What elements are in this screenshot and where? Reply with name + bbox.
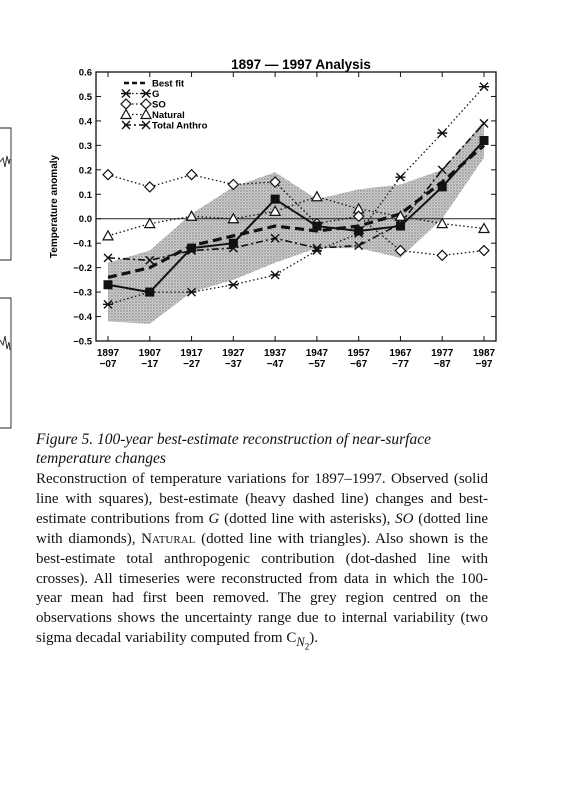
point-observed	[271, 195, 279, 203]
caption-text: Reconstruction of temperature variations for 1897–1997. Observed (solid line with squares), best-estimate (heavy dashed line) changes and best-estimate contributions from	[36, 471, 488, 527]
caption-g: G	[208, 510, 220, 527]
point-observed	[355, 227, 363, 235]
caption-text: (dotted line with triangles). Also shown is the best-estimate total anthropogenic contribution (dot-dashed line with crosses). All timeseries were reconstructed from data in which the 100-year mean had first been removed. The grey region centred on the observations shows the uncertainty range due to internal variability (two sigma decadal variability computed from	[36, 530, 488, 647]
point-g	[228, 281, 238, 289]
x-tick-label: −97	[475, 359, 493, 370]
y-tick-label: 0.2	[78, 165, 92, 177]
x-tick-label: −77	[391, 359, 409, 370]
point-observed	[396, 222, 404, 230]
legend-marker-g	[141, 90, 151, 98]
legend-label-so: SO	[152, 99, 166, 111]
caption-text: ).	[309, 630, 318, 647]
x-tick-label: 1967	[389, 348, 412, 359]
y-tick-label: −0.5	[73, 336, 92, 348]
caption-subsub: 2	[304, 641, 310, 652]
point-g	[270, 271, 280, 279]
x-tick-label: 1957	[347, 348, 370, 359]
y-tick-label: −0.1	[73, 238, 92, 250]
point-observed	[313, 222, 321, 230]
point-so	[437, 250, 447, 260]
caption-title: Figure 5. 100-year best-estimate reconstruction of near-surface temperature changes	[36, 431, 432, 467]
point-natural	[145, 219, 155, 228]
caption-body	[36, 470, 488, 658]
legend-label-g: G	[152, 89, 160, 100]
point-g	[395, 173, 405, 181]
x-tick-label: 1987	[472, 348, 496, 359]
y-axis-label: Temperature anomaly	[49, 154, 60, 259]
x-tick-label: 1907	[138, 348, 161, 359]
x-tick-label: −67	[350, 359, 368, 370]
point-observed	[146, 288, 154, 296]
point-observed	[188, 244, 196, 252]
point-observed	[480, 136, 488, 144]
point-so	[479, 246, 489, 256]
x-tick-label: −07	[99, 359, 117, 370]
point-g	[437, 129, 447, 137]
caption-so: SO	[395, 510, 414, 527]
x-tick-label: −37	[224, 359, 242, 370]
legend-label-best-fit: Best fit	[152, 78, 185, 90]
caption-sub: N	[296, 635, 305, 650]
y-tick-label: 0.0	[78, 214, 92, 226]
chart-title: 1897 — 1997 Analysis	[231, 57, 371, 72]
point-so	[145, 182, 155, 192]
y-tick-label: 0.4	[78, 116, 92, 128]
x-tick-label: 1927	[222, 348, 245, 359]
temperature-chart	[0, 40, 581, 440]
x-tick-label: 1947	[305, 348, 329, 359]
caption-text: (dotted line with asterisks),	[219, 510, 396, 527]
point-observed	[104, 281, 112, 289]
y-tick-label: 0.1	[78, 189, 92, 201]
x-tick-label: −57	[308, 359, 326, 370]
legend-label-natural: Natural	[152, 110, 185, 121]
y-tick-label: −0.3	[73, 287, 92, 299]
y-tick-label: −0.4	[73, 312, 92, 324]
x-tick-label: 1897	[96, 348, 120, 359]
neighbor-figure-fragment	[0, 128, 11, 428]
x-tick-label: 1917	[180, 348, 203, 359]
point-so	[187, 170, 197, 180]
y-tick-label: −0.2	[73, 263, 92, 275]
point-observed	[438, 183, 446, 191]
point-natural	[103, 231, 113, 240]
x-tick-label: −47	[266, 359, 284, 370]
legend-marker-g	[121, 90, 131, 98]
legend-marker-so	[141, 99, 151, 109]
legend-label-total-anthro: Total Anthro	[152, 120, 208, 132]
y-tick-label: 0.6	[78, 67, 92, 79]
x-tick-label: −17	[141, 359, 159, 370]
x-tick-label: −27	[183, 359, 201, 370]
legend-marker-natural	[141, 110, 151, 119]
point-g	[479, 83, 489, 91]
x-tick-label: 1977	[431, 348, 454, 359]
uncertainty-band	[108, 121, 484, 324]
x-tick-label: −87	[433, 359, 451, 370]
caption-text: (dotted line with diamonds),	[36, 510, 488, 547]
y-tick-label: 0.5	[78, 91, 92, 103]
x-tick-label: 1937	[263, 348, 287, 359]
point-so	[103, 170, 113, 180]
point-natural	[312, 192, 322, 201]
caption-natural: Natural	[141, 530, 196, 547]
caption-c: C	[286, 630, 297, 647]
legend-marker-so	[121, 99, 131, 109]
figure-caption	[36, 430, 488, 658]
point-observed	[229, 239, 237, 247]
y-tick-label: 0.3	[78, 140, 92, 152]
